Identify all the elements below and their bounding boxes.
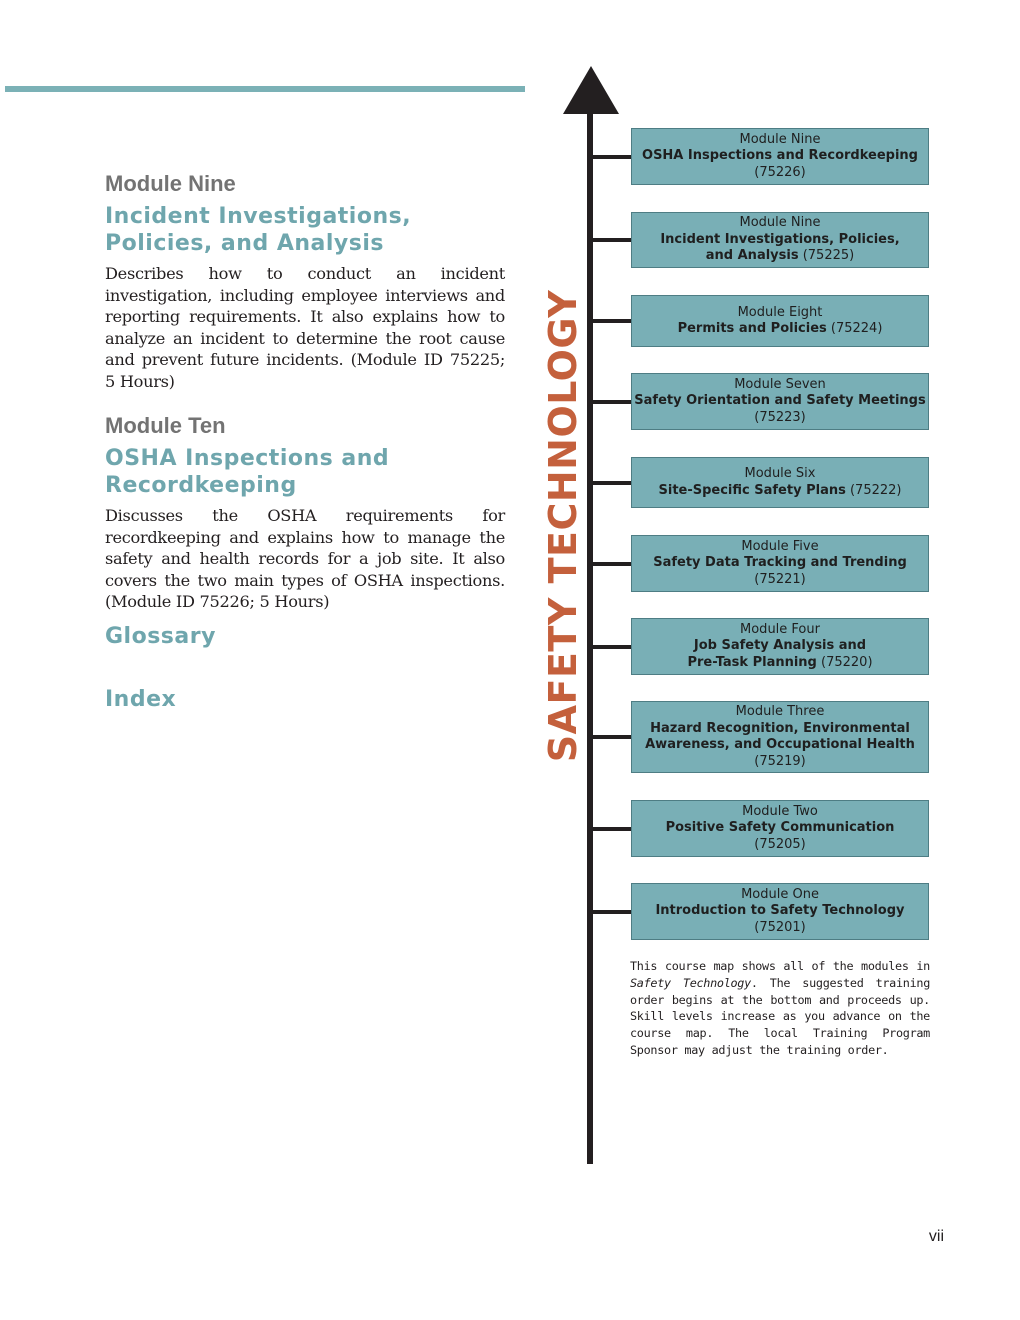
timeline-tick xyxy=(593,562,632,566)
module-title-line: OSHA Inspections and xyxy=(105,446,390,471)
course-module-box xyxy=(631,457,929,508)
module-name: Site-Specific Safety Plans xyxy=(658,482,846,498)
module-id: (75205) xyxy=(754,836,806,852)
course-module-box xyxy=(631,883,929,940)
module-number: Module Nine xyxy=(739,131,821,147)
module-title-line: Policies, and Analysis xyxy=(105,231,384,256)
module-name-row xyxy=(678,321,883,338)
module-name: Safety Orientation and Safety Meetings xyxy=(634,393,926,409)
module-number: Module Eight xyxy=(737,304,823,320)
timeline-tick xyxy=(593,910,632,914)
module-number: Module Five xyxy=(741,538,819,554)
course-module-box xyxy=(631,295,929,347)
course-map-caption xyxy=(630,958,930,1059)
module-id: (75221) xyxy=(754,571,806,587)
module-number: Module Two xyxy=(742,803,818,819)
caption-text: This course map shows all of the modules in xyxy=(630,959,930,973)
timeline-tick xyxy=(593,481,632,485)
course-module-box xyxy=(631,618,929,675)
course-module-box xyxy=(631,128,929,185)
course-module-box xyxy=(631,535,929,592)
module-number: Module Nine xyxy=(739,215,821,231)
module-number: Module Four xyxy=(740,621,820,637)
glossary-heading: Glossary xyxy=(105,624,216,649)
caption-text: . The suggested training order begins at the bottom and proceeds up. Skill levels increase as you advance on the course map. The local Training Program Sponsor may adjust the training order. xyxy=(630,975,930,1057)
module-name: OSHA Inspections and Recordkeeping xyxy=(642,148,918,164)
timeline-tick xyxy=(593,827,632,831)
course-map-title: SAFETY TECHNOLOGY xyxy=(541,289,585,763)
module-descriptions xyxy=(105,170,505,613)
module-id: (75219) xyxy=(754,753,806,769)
module-title-line: Incident Investigations, xyxy=(105,204,412,229)
module-name-row xyxy=(659,483,902,500)
module-title xyxy=(105,203,505,257)
module-name: Safety Data Tracking and Trending xyxy=(653,555,907,571)
module-label: Module Ten xyxy=(105,413,226,438)
course-module-box xyxy=(631,800,929,857)
module-name: Introduction to Safety Technology xyxy=(655,903,905,919)
module-name-row xyxy=(706,248,854,265)
module-name: Permits and Policies xyxy=(677,321,827,336)
arrow-up-icon xyxy=(562,66,620,114)
page-number: vii xyxy=(928,1228,944,1245)
module-id: (75222) xyxy=(849,482,902,498)
index-heading: Index xyxy=(105,687,177,712)
module-id: (75226) xyxy=(754,164,806,180)
module-number: Module Three xyxy=(735,704,825,719)
module-title-line: Recordkeeping xyxy=(105,473,297,498)
timeline-line xyxy=(587,108,593,1164)
module-title xyxy=(105,445,505,499)
module-name: Hazard Recognition, Environmental xyxy=(650,720,910,736)
module-id: (75223) xyxy=(754,409,806,425)
timeline-tick xyxy=(593,735,632,739)
module-ten-section xyxy=(105,412,505,613)
module-name: Pre-Task Planning xyxy=(687,654,817,670)
module-label: Module Nine xyxy=(105,171,236,196)
module-nine-section xyxy=(105,170,505,392)
timeline-tick xyxy=(593,645,632,649)
module-name: Job Safety Analysis and xyxy=(693,638,867,654)
module-description: Discusses the OSHA requirements for recordkeeping and explains how to manage the safety and health records for a job site. It also covers the two main types of OSHA inspections. (Module ID 75226; 5 Hours) xyxy=(105,506,505,611)
course-module-box xyxy=(631,212,929,268)
module-name: Incident Investigations, Policies, xyxy=(660,231,900,247)
timeline-tick xyxy=(593,155,632,159)
module-name: Positive Safety Communication xyxy=(665,820,895,836)
module-id: (75224) xyxy=(830,321,883,336)
module-number: Module Seven xyxy=(734,376,826,392)
caption-course-name: Safety Technology xyxy=(630,975,751,990)
timeline-tick xyxy=(593,319,632,323)
timeline-tick xyxy=(593,238,632,242)
course-module-box xyxy=(631,701,929,773)
module-id: (75220) xyxy=(821,654,873,670)
module-id: (75225) xyxy=(802,248,855,264)
module-number: Module Six xyxy=(744,466,816,481)
module-number: Module One xyxy=(741,886,819,902)
module-name: and Analysis xyxy=(705,248,799,264)
module-description: Describes how to conduct an incident investigation, including employee interviews and reporting requirements. It also explains how to analyze an incident to determine the root cause and prevent future incidents. (Module ID 75225; 5 Hours) xyxy=(105,264,505,391)
module-name: Awareness, and Occupational Health xyxy=(645,737,915,752)
timeline-tick xyxy=(593,400,632,404)
module-name-row xyxy=(632,737,928,770)
course-module-box xyxy=(631,373,929,430)
top-rule xyxy=(5,86,525,92)
module-name-row xyxy=(687,655,872,672)
module-id: (75201) xyxy=(754,919,806,935)
